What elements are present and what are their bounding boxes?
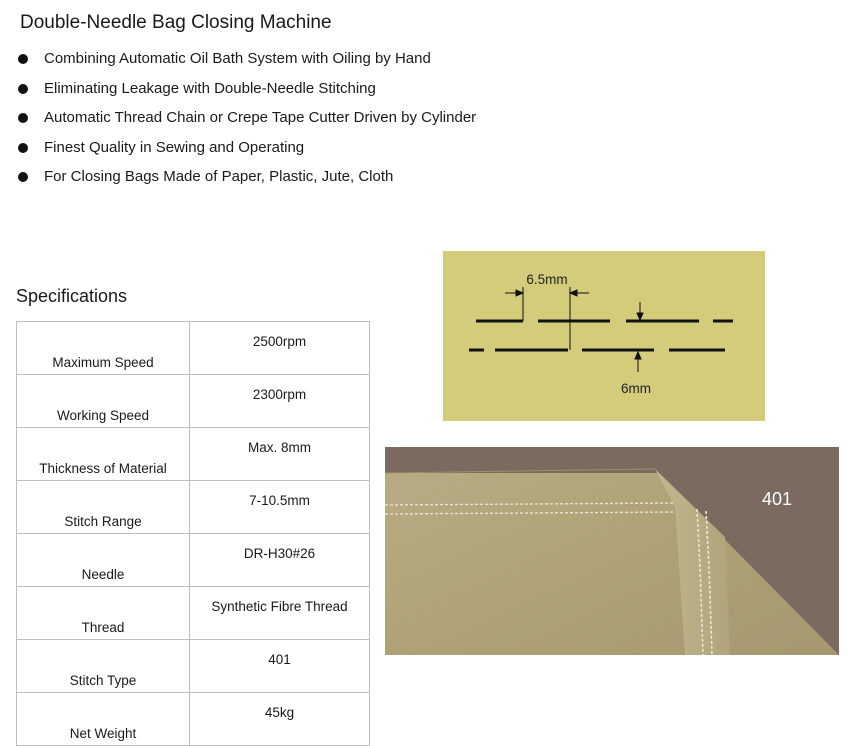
spec-value: Synthetic Fibre Thread [190, 587, 370, 640]
spec-label: Stitch Type [17, 640, 190, 693]
spec-value: 2500rpm [190, 322, 370, 375]
spec-value: DR-H30#26 [190, 534, 370, 587]
feature-item [18, 166, 476, 196]
bullet-icon [18, 54, 28, 64]
table-row [17, 534, 370, 587]
spec-label: Stitch Range [17, 481, 190, 534]
dimension-marks [505, 287, 643, 372]
page-title: Double-Needle Bag Closing Machine [20, 12, 332, 33]
feature-item [18, 48, 476, 78]
spec-value: 2300rpm [190, 375, 370, 428]
spec-label: Maximum Speed [17, 322, 190, 375]
spec-label: Working Speed [17, 375, 190, 428]
feature-item [18, 78, 476, 108]
arrow-down-icon [637, 313, 643, 320]
spec-label: Needle [17, 534, 190, 587]
table-row [17, 640, 370, 693]
arrow-right-icon [516, 290, 523, 296]
spec-value: 45kg [190, 693, 370, 746]
table-row [17, 587, 370, 640]
feature-text: Automatic Thread Chain or Crepe Tape Cutter Driven by Cylinder [44, 109, 477, 126]
table-row [17, 428, 370, 481]
row-spacing-label: 6mm [621, 381, 651, 396]
bullet-icon [18, 143, 28, 153]
bullet-icon [18, 113, 28, 123]
feature-item [18, 107, 476, 137]
feature-text: Eliminating Leakage with Double-Needle Stitching [44, 79, 376, 97]
stitch-type-label: 401 [762, 489, 793, 509]
feature-item [18, 137, 476, 167]
feature-text: Combining Automatic Oil Bath System with Oiling by Hand [44, 50, 431, 67]
spec-label: Net Weight [17, 693, 190, 746]
table-row [17, 322, 370, 375]
bullet-icon [18, 84, 28, 94]
feature-text: For Closing Bags Made of Paper, Plastic, Jute, Cloth [44, 168, 394, 185]
bag-photo-svg [385, 447, 839, 655]
table-row [17, 693, 370, 746]
feature-text: Finest Quality in Sewing and Operating [44, 138, 305, 156]
table-row [17, 375, 370, 428]
table-row [17, 481, 370, 534]
spec-value: 401 [190, 640, 370, 693]
stitch-diagram-svg [443, 251, 765, 421]
stitch-diagram [443, 251, 765, 421]
stitch-length-label: 6.5mm [526, 272, 568, 287]
specifications-title: Specifications [16, 286, 128, 306]
spec-value: 7-10.5mm [190, 481, 370, 534]
feature-list [18, 48, 476, 196]
spec-label: Thread [17, 587, 190, 640]
stitched-bag-photo [385, 447, 839, 655]
spec-value: Max. 8mm [190, 428, 370, 481]
bullet-icon [18, 172, 28, 182]
specifications-table [16, 321, 370, 746]
arrow-left-icon [570, 290, 577, 296]
spec-label: Thickness of Material [17, 428, 190, 481]
arrow-up-icon [635, 352, 641, 359]
